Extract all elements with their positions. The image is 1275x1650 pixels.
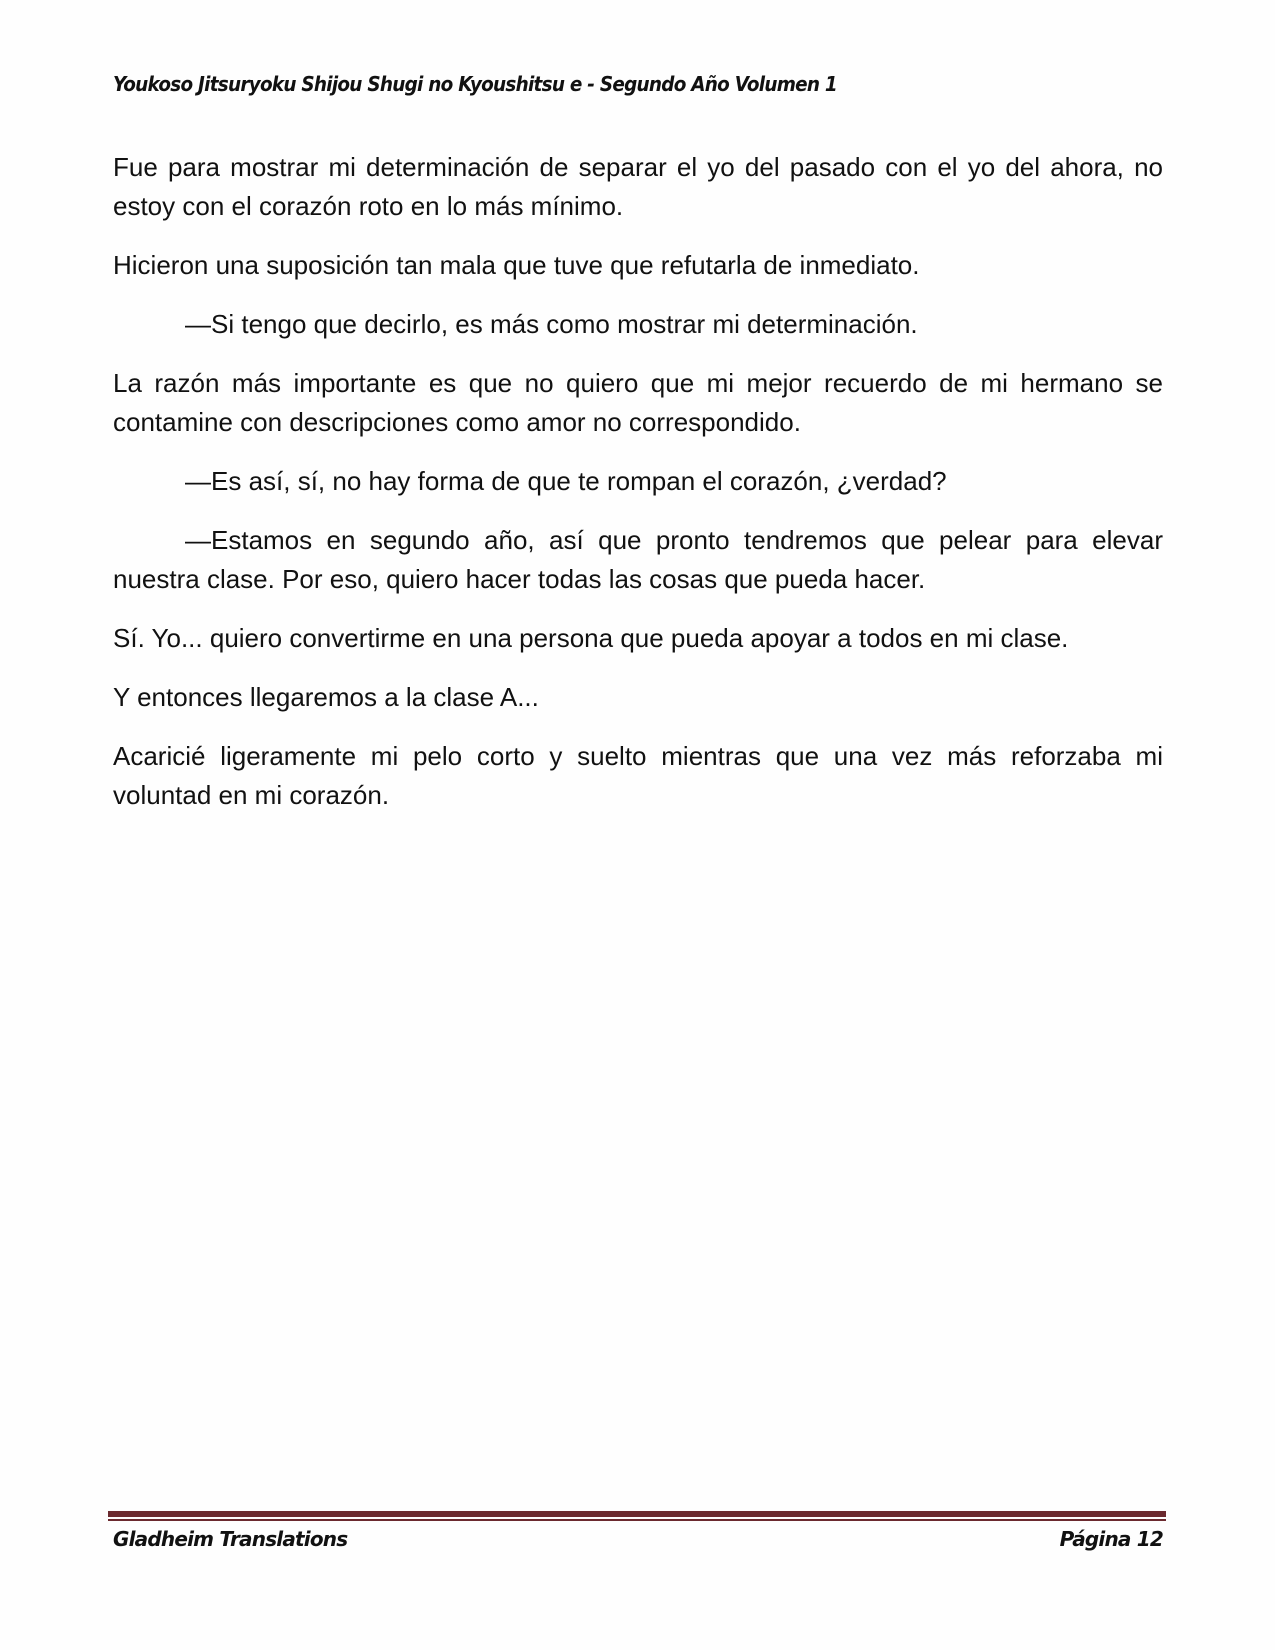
dialogue-paragraph: —Estamos en segundo año, así que pronto tendremos que pelear para elevar nuestra clase. Por eso, quiero hacer todas las cosas que pueda hacer. <box>113 525 1163 594</box>
page-number: Página 12 <box>1059 1527 1163 1551</box>
footer-divider-thin <box>108 1519 1166 1521</box>
paragraph: Hicieron una suposición tan mala que tuve que refutarla de inmediato. <box>113 250 920 280</box>
running-header: Youkoso Jitsuryoku Shijou Shugi no Kyoushitsu e - Segundo Año Volumen 1 <box>113 72 837 96</box>
page-footer <box>113 1527 1163 1553</box>
footer-publisher: Gladheim Translations <box>113 1527 348 1551</box>
footer-divider-thick <box>108 1511 1166 1517</box>
dialogue-paragraph: —Si tengo que decirlo, es más como mostrar mi determinación. <box>185 309 918 339</box>
paragraph: Fue para mostrar mi determinación de separar el yo del pasado con el yo del ahora, no estoy con el corazón roto en lo más mínimo. <box>113 152 1163 221</box>
footer-divider <box>108 1511 1166 1521</box>
dialogue-paragraph: —Es así, sí, no hay forma de que te rompan el corazón, ¿verdad? <box>185 466 947 496</box>
paragraph: Y entonces llegaremos a la clase A... <box>113 682 539 712</box>
paragraph: Sí. Yo... quiero convertirme en una persona que pueda apoyar a todos en mi clase. <box>113 623 1069 653</box>
document-body <box>113 148 1163 835</box>
paragraph: La razón más importante es que no quiero que mi mejor recuerdo de mi hermano se contamine con descripciones como amor no correspondido. <box>113 368 1163 437</box>
paragraph: Acaricié ligeramente mi pelo corto y suelto mientras que una vez más reforzaba mi voluntad en mi corazón. <box>113 741 1163 810</box>
